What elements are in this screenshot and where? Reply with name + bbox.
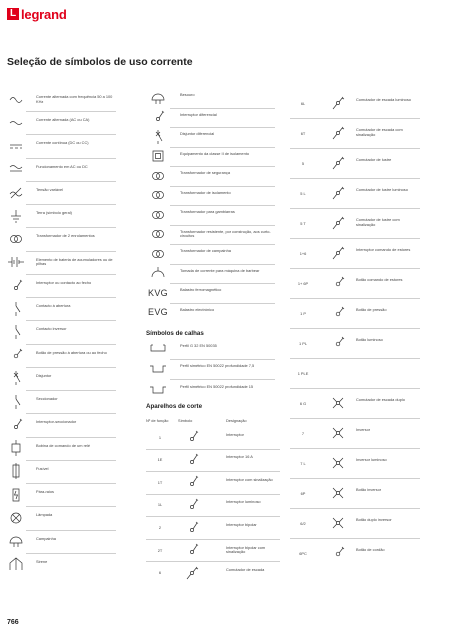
relay-coil-symbol bbox=[4, 437, 28, 460]
symbol-row bbox=[26, 227, 116, 251]
function-code: 6PC bbox=[299, 550, 307, 556]
function-code: 7 L bbox=[300, 460, 306, 466]
illuminated-dual-switch-symbol bbox=[326, 178, 350, 208]
ground-symbol bbox=[4, 204, 28, 227]
symbol-label: Corrente alternada com frequência 50 a 100 KHz bbox=[36, 94, 113, 104]
function-code: 1 PLE bbox=[297, 370, 309, 376]
symbol-label: Pára-raios bbox=[36, 489, 54, 495]
symbol-label: Tensão variável bbox=[36, 186, 64, 192]
bipolar-switch-symbol bbox=[180, 516, 204, 539]
symbol-label: Interruptor bbox=[226, 431, 244, 437]
function-code: 2T bbox=[157, 547, 163, 553]
symbol-label: Interruptor bipolar com sinalização bbox=[226, 544, 266, 555]
battery-symbol bbox=[4, 251, 28, 274]
symbol-label: Transformador de segurança bbox=[180, 170, 231, 176]
short-circuit-transformer-symbol bbox=[146, 225, 170, 245]
symbol-label: Disjuntor bbox=[36, 372, 52, 378]
illuminated-push-button-symbol bbox=[326, 328, 350, 358]
switch-symbol bbox=[180, 426, 204, 449]
page-title: Seleção de símbolos de uso corrente bbox=[7, 56, 193, 68]
intermediate-switch-symbol bbox=[326, 418, 350, 448]
signal-stair-switch-symbol bbox=[326, 118, 350, 148]
symbol-row bbox=[170, 225, 275, 246]
symbol-row bbox=[170, 108, 275, 129]
function-code: 5 L bbox=[300, 190, 306, 196]
symbol-label: Comutador de lustre bbox=[356, 157, 392, 163]
lightning-arrester-symbol bbox=[4, 483, 28, 506]
header-symbol: Símbolo bbox=[178, 418, 193, 423]
symbol-row bbox=[290, 148, 420, 179]
bell-symbol bbox=[4, 530, 28, 553]
double-reversing-button-symbol bbox=[326, 508, 350, 538]
calhas-section-title: Símbolos de calhas bbox=[146, 330, 204, 337]
symbol-label: Botão de cordão bbox=[356, 547, 385, 553]
symbol-label: Transformador de isolamento bbox=[180, 189, 231, 195]
symbol-row bbox=[26, 274, 116, 298]
symbol-label: Inversor luminoso bbox=[356, 457, 387, 463]
isolation-transformer-symbol bbox=[146, 186, 170, 206]
logo-text: legrand bbox=[21, 6, 67, 22]
corte-table bbox=[146, 426, 280, 584]
symbol-label: Seccionador bbox=[36, 396, 58, 402]
symbol-row bbox=[26, 134, 116, 158]
symbol-label: Campainha bbox=[36, 535, 56, 541]
symbol-label: Balastro ferromagnético bbox=[180, 287, 222, 293]
function-code: 1T bbox=[157, 479, 163, 485]
symbol-row bbox=[26, 158, 116, 182]
symbol-row bbox=[26, 344, 116, 368]
function-code: 6L bbox=[300, 100, 306, 106]
symbol-label: Interruptor diferencial bbox=[180, 111, 217, 117]
corte-section-title: Aparelhos de corte bbox=[146, 403, 203, 410]
symbol-label: Botão comando de estores bbox=[356, 277, 403, 283]
illuminated-switch-symbol bbox=[180, 494, 204, 517]
symbol-label: Interruptor luminoso bbox=[226, 499, 261, 505]
symbol-row bbox=[290, 208, 420, 239]
symbol-label: Interruptor 16 A bbox=[226, 454, 253, 460]
symbol-label: Comutador de lustre luminoso bbox=[356, 187, 408, 193]
siren-symbol bbox=[4, 553, 28, 576]
symbol-label: Interruptor bipolar bbox=[226, 521, 257, 527]
fuse-symbol bbox=[4, 460, 28, 483]
symbol-label: Tomada de corrente para máquina de barbear bbox=[180, 267, 260, 273]
rail-symbol-1 bbox=[146, 338, 170, 359]
buzzer-symbol bbox=[146, 88, 170, 108]
symbol-label: Comutador de escada duplo bbox=[356, 397, 405, 403]
shaver-socket-symbol bbox=[146, 264, 170, 284]
symbol-row bbox=[290, 388, 420, 419]
corte-row bbox=[146, 561, 280, 584]
function-code: 1 P bbox=[300, 310, 306, 316]
symbol-row bbox=[26, 251, 116, 275]
function-code: 6T bbox=[300, 130, 306, 136]
circuit-breaker-symbol bbox=[4, 367, 28, 390]
corte-row bbox=[146, 516, 280, 540]
symbol-row bbox=[26, 460, 116, 484]
logo-mark: L bbox=[7, 8, 19, 20]
rail-symbol-3 bbox=[146, 379, 170, 400]
symbol-row bbox=[290, 538, 420, 568]
symbol-label: Besouro bbox=[180, 92, 195, 98]
illuminated-stair-switch-symbol bbox=[326, 88, 350, 118]
class-ii-symbol bbox=[146, 147, 170, 167]
rail-row bbox=[170, 338, 275, 360]
symbol-label: Interruptor ou contacto ao fecho bbox=[36, 279, 92, 285]
function-code: 5 T bbox=[300, 220, 306, 226]
symbol-label: Perfil simétrico EN 50022 profundidade 7,5 bbox=[180, 363, 255, 369]
ac-dc-operation-symbol bbox=[4, 158, 28, 181]
shutter-button-symbol bbox=[326, 268, 350, 298]
symbol-row bbox=[290, 418, 420, 449]
symbol-row bbox=[170, 127, 275, 148]
stair-switch-symbol bbox=[180, 561, 204, 584]
symbol-label: Transformador de 2 enrolamentos bbox=[36, 233, 95, 239]
symbol-row bbox=[170, 166, 275, 187]
rail-row bbox=[170, 359, 275, 381]
symbol-label: Fusível bbox=[36, 465, 49, 471]
function-code: 1+6 bbox=[299, 250, 307, 256]
symbol-label: Comutador de escada bbox=[226, 567, 265, 573]
function-code: 6P bbox=[300, 490, 306, 496]
symbol-label: Bobina de comando de um relé bbox=[36, 442, 91, 448]
switch-stair-combo-symbol bbox=[326, 238, 350, 268]
symbol-row bbox=[26, 204, 116, 228]
symbol-label: Corrente alternada (AC ou CA) bbox=[36, 117, 90, 123]
symbol-label: Lâmpada bbox=[36, 512, 53, 518]
reversing-button-symbol bbox=[326, 478, 350, 508]
shaver-transformer-symbol bbox=[146, 205, 170, 225]
right-symbols-table bbox=[290, 88, 420, 568]
symbol-row bbox=[26, 320, 116, 344]
symbol-label: Balastro electrónico bbox=[180, 306, 215, 312]
symbol-row bbox=[170, 88, 275, 109]
symbol-row bbox=[26, 88, 116, 112]
function-code: 5 bbox=[301, 160, 305, 166]
symbol-row bbox=[290, 118, 420, 149]
symbol-label: Interruptor com sinalização bbox=[226, 476, 273, 482]
symbol-label: Botão inversor bbox=[356, 487, 382, 493]
symbol-label: Equipamento da classe II de isolamento bbox=[180, 150, 249, 156]
changeover-contact-symbol bbox=[4, 320, 28, 343]
symbol-row bbox=[26, 390, 116, 414]
function-code: 1+ 6P bbox=[297, 280, 309, 286]
symbol-label: Corrente contínua (DC ou CC) bbox=[36, 140, 89, 146]
symbol-row bbox=[170, 205, 275, 226]
symbol-row bbox=[290, 238, 420, 269]
symbol-label: Terra (símbolo geral) bbox=[36, 210, 72, 216]
symbol-label: Transformador para gambiarras bbox=[180, 209, 235, 215]
variable-voltage-symbol bbox=[4, 181, 28, 204]
symbol-label: Disjuntor diferencial bbox=[180, 131, 215, 137]
symbol-row bbox=[170, 147, 275, 168]
symbol-row bbox=[148, 283, 275, 304]
symbol-row bbox=[26, 530, 116, 554]
symbol-label: Funcionamento em AC ou DC bbox=[36, 163, 88, 169]
switch-open-symbol bbox=[4, 274, 28, 297]
symbol-label: Comutador de escada luminoso bbox=[356, 97, 411, 103]
push-button-symbol bbox=[326, 298, 350, 328]
symbol-row bbox=[26, 413, 116, 437]
left-symbols-table bbox=[26, 88, 116, 576]
symbol-label: Comutador de escada com sinalização bbox=[356, 127, 403, 137]
function-code: 6 G bbox=[299, 400, 307, 406]
function-code: 6/2 bbox=[300, 520, 306, 526]
symbol-row bbox=[290, 88, 420, 119]
symbol-row bbox=[290, 298, 420, 329]
switch-16a-symbol bbox=[180, 449, 204, 472]
symbol-row bbox=[26, 506, 116, 530]
corte-row bbox=[146, 449, 280, 473]
symbol-label: Botão duplo inversor bbox=[356, 517, 392, 523]
page-number: 766 bbox=[7, 619, 19, 626]
symbol-label: Contacto à abertura bbox=[36, 303, 71, 309]
signal-dual-switch-symbol bbox=[326, 208, 350, 238]
symbol-label: Botão de pressão bbox=[356, 307, 387, 313]
cord-button-symbol bbox=[326, 538, 350, 568]
middle-symbols-table bbox=[148, 88, 275, 322]
symbol-row bbox=[290, 508, 420, 539]
symbol-row bbox=[26, 553, 116, 576]
symbol-row bbox=[148, 303, 275, 323]
symbol-row bbox=[290, 178, 420, 209]
double-pole-stair-switch-symbol bbox=[326, 388, 350, 418]
function-code: 1E bbox=[157, 457, 163, 463]
header-function-number: Nº de função bbox=[146, 418, 169, 423]
differential-switch-symbol bbox=[146, 108, 170, 128]
symbol-row bbox=[26, 111, 116, 135]
function-code: 2 bbox=[158, 525, 162, 531]
symbol-label: Botão de pressão à abertura ou ao fecho bbox=[36, 349, 107, 355]
signal-switch-symbol bbox=[180, 471, 204, 494]
calhas-table bbox=[170, 338, 275, 400]
symbol-label: Transformador de campainha bbox=[180, 248, 231, 254]
symbol-label: Botão luminoso bbox=[356, 337, 383, 343]
corte-row bbox=[146, 494, 280, 518]
dc-symbol bbox=[4, 134, 28, 157]
symbol-row bbox=[170, 264, 275, 285]
symbol-label: Sirene bbox=[36, 558, 48, 564]
bipolar-signal-switch-symbol bbox=[180, 539, 204, 562]
dual-switch-symbol bbox=[326, 148, 350, 178]
symbol-row bbox=[26, 483, 116, 507]
symbol-row bbox=[26, 297, 116, 321]
switch-disconnector-symbol bbox=[4, 413, 28, 436]
safety-transformer-symbol bbox=[146, 166, 170, 186]
symbol-label: Transformador resistente, por construção, aos curto-circuitos bbox=[180, 228, 271, 239]
ac-symbol bbox=[4, 88, 28, 111]
legrand-logo bbox=[7, 7, 67, 21]
function-code: 1 bbox=[158, 434, 162, 440]
lamp-symbol bbox=[4, 506, 28, 529]
symbol-label: Comutador de lustre com sinalização bbox=[356, 217, 400, 227]
ac-dc-symbol bbox=[4, 111, 28, 134]
illuminated-intermediate-switch-symbol bbox=[326, 448, 350, 478]
header-designation: Designação bbox=[226, 418, 247, 423]
symbol-label: Perfil simétrico EN 50022 profundidade 15 bbox=[180, 384, 254, 390]
symbol-label: Elemento de bateria de acumuladores ou de pilhas bbox=[36, 256, 113, 267]
function-code: 1 PL bbox=[298, 340, 307, 346]
evg-text: EVG bbox=[148, 307, 168, 318]
rail-symbol-2 bbox=[146, 359, 170, 380]
symbol-row bbox=[290, 448, 420, 479]
opening-contact-symbol bbox=[4, 297, 28, 320]
differential-breaker-symbol bbox=[146, 127, 170, 147]
pushbutton-symbol bbox=[4, 344, 28, 367]
kvg-text: KVG bbox=[148, 287, 168, 298]
symbol-label: Inversor bbox=[356, 427, 371, 433]
function-code: 6 bbox=[158, 570, 162, 576]
function-code: 7 bbox=[301, 430, 305, 436]
corte-row bbox=[146, 539, 280, 563]
symbol-label: Perfil G 32 EN 50035 bbox=[180, 342, 217, 348]
symbol-row bbox=[290, 268, 420, 299]
two-winding-transformer-symbol bbox=[4, 227, 28, 250]
symbol-label: Interruptor-seccionador bbox=[36, 419, 77, 425]
symbol-row bbox=[170, 244, 275, 265]
symbol-row bbox=[26, 437, 116, 461]
symbol-row bbox=[170, 186, 275, 207]
symbol-row bbox=[290, 328, 420, 359]
symbol-row bbox=[26, 181, 116, 205]
function-code: 1L bbox=[157, 502, 163, 508]
symbol-row bbox=[290, 478, 420, 509]
corte-row bbox=[146, 471, 280, 495]
rail-row bbox=[170, 379, 275, 400]
corte-row bbox=[146, 426, 280, 450]
symbol-label: Interruptor comando de estores bbox=[356, 247, 411, 253]
symbol-row bbox=[290, 358, 420, 389]
doorbell-transformer-symbol bbox=[146, 244, 170, 264]
symbol-label: Contacto inversor bbox=[36, 326, 67, 332]
disconnector-symbol bbox=[4, 390, 28, 413]
symbol-row bbox=[26, 367, 116, 391]
